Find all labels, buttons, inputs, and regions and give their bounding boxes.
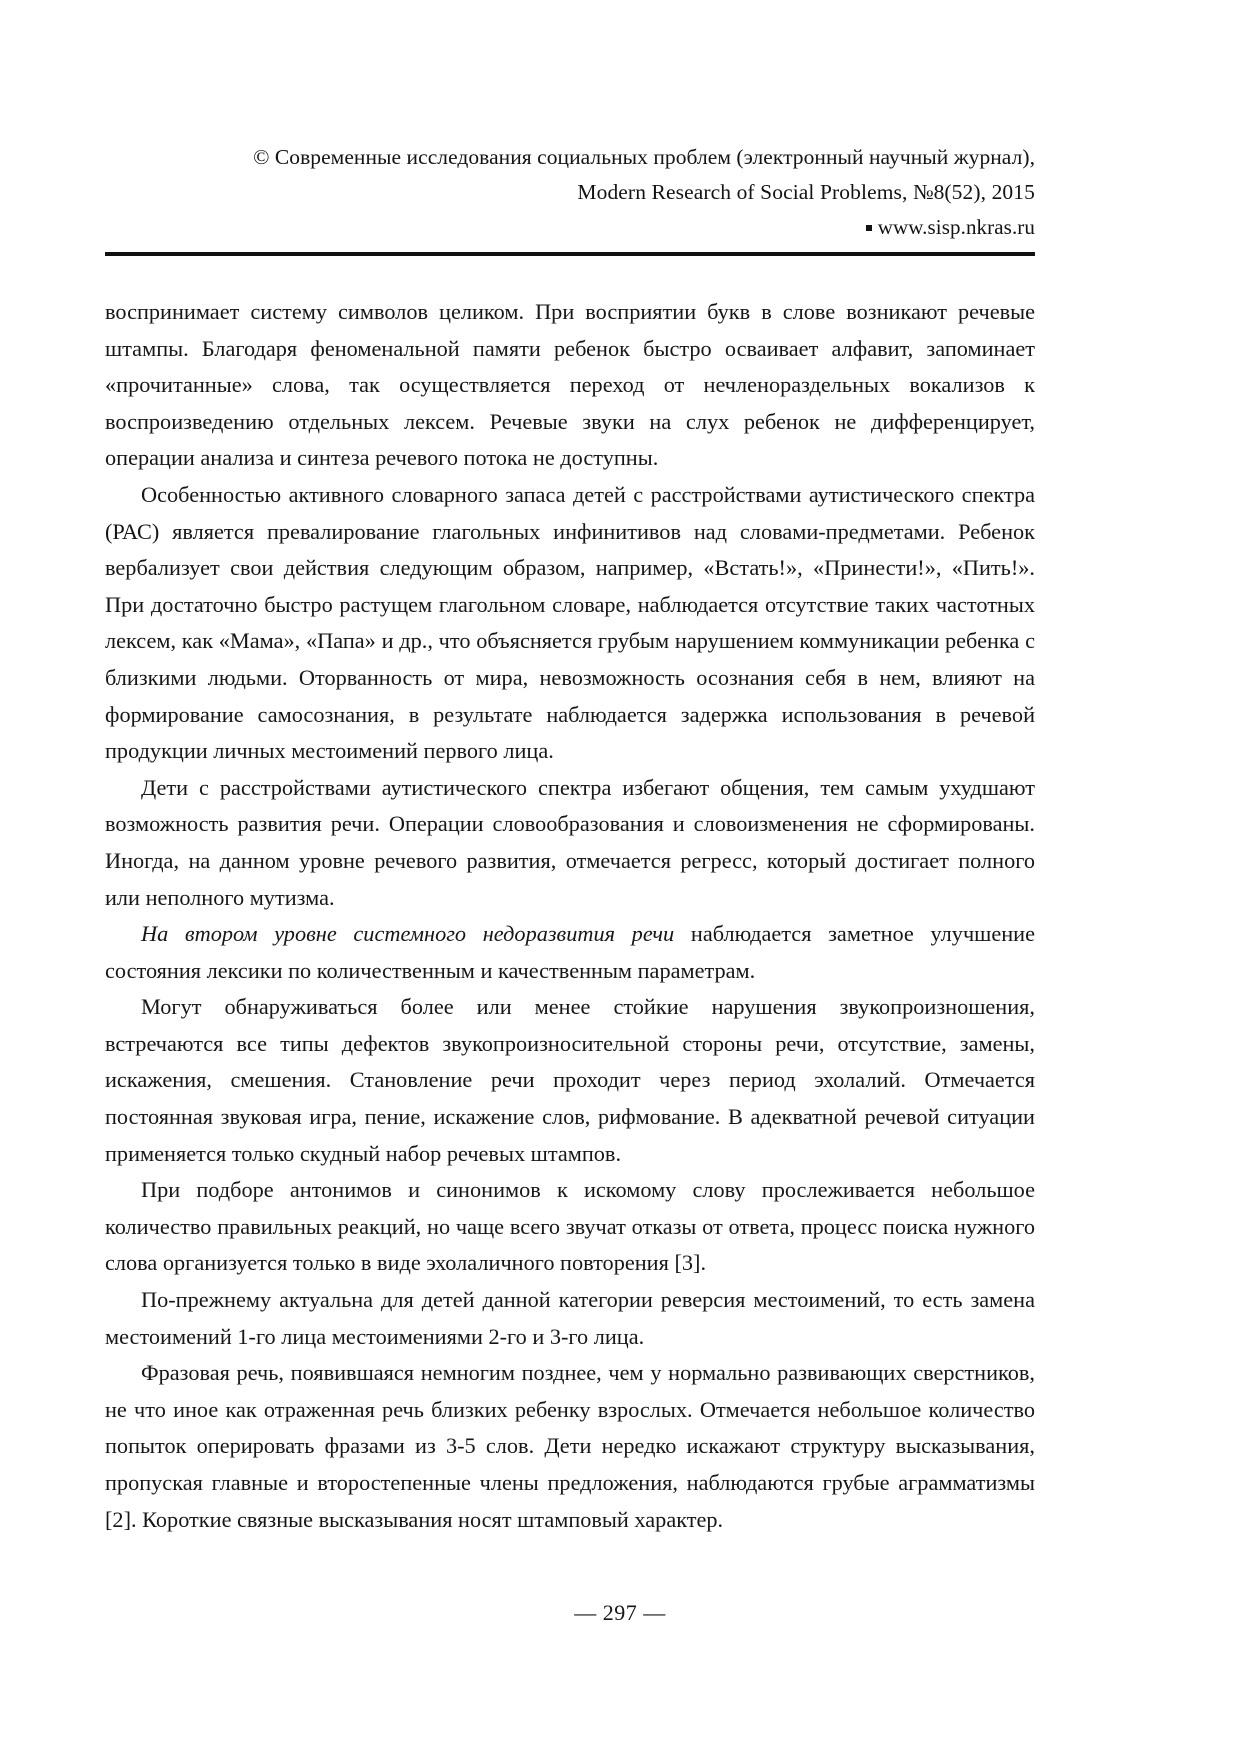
paragraph-2: Особенностью активного словарного запаса детей с расстройствами аутистического спектра (РАС) является превалирование глагольных инфинитивов над словами-предметами. Ребенок вербализует свои действия следующим образом, например, «Встать!», «Принести!», «Пить!». При достаточно быстро растущем глагольном словаре, наблюдается отсутствие таких частотных лексем, как «Мама», «Папа» и др., что объясняется грубым нарушением коммуникации ребенка с близкими людьми. Оторванность от мира, невозможность осознания себя в нем, влияют на формирование самосознания, в результате наблюдается задержка использования в речевой продукции личных местоимений первого лица. bbox=[105, 481, 1035, 764]
paragraph-8: Фразовая речь, появившаяся немногим позднее, чем у нормально развивающих сверстников, не что иное как отраженная речь близких ребенку взрослых. Отмечается небольшое количество попыток оперировать фразами из 3-5 слов. Дети нередко искажают структуру высказывания, пропуская главные и второстепенные члены предложения, наблюдаются грубые аграмматизмы [2]. Короткие связные высказывания носят штамповый характер. bbox=[105, 1360, 1035, 1532]
header-journal-title-ru: © Современные исследования социальных проблем (электронный научный журнал), bbox=[253, 145, 1035, 169]
header-divider-rule bbox=[105, 252, 1035, 256]
header-url: www.sisp.nkras.ru bbox=[877, 215, 1035, 239]
page-header bbox=[105, 140, 1035, 245]
header-url-line bbox=[105, 210, 1035, 245]
square-bullet-icon bbox=[866, 225, 872, 231]
header-journal-title-en: Modern Research of Social Problems, №8(52), 2015 bbox=[577, 180, 1035, 204]
paragraph-4-rest: наблюдается заметное улучшение состояния лексики по количественным и качественным параметрам. bbox=[105, 921, 1035, 983]
paragraph-7: По-прежнему актуальна для детей данной категории реверсия местоимений, то есть замена местоимений 1-го лица местоимениями 2-го и 3-го лица. bbox=[105, 1287, 1035, 1349]
paragraph-5: Могут обнаруживаться более или менее стойкие нарушения звукопроизношения, встречаются все типы дефектов звукопроизносительной стороны речи, отсутствие, замены, искажения, смешения. Становление речи проходит через период эхолалий. Отмечается постоянная звуковая игра, пение, искажение слов, рифмование. В адекватной речевой ситуации применяется только скудный набор речевых штампов. bbox=[105, 994, 1035, 1166]
article-body bbox=[105, 294, 1035, 1538]
paragraph-4 bbox=[105, 916, 1035, 989]
paragraph-1: воспринимает систему символов целиком. При восприятии букв в слове возникают речевые штампы. Благодаря феноменальной памяти ребенок быстро осваивает алфавит, запоминает «прочитанные» слова, так осуществляется переход от нечленораздельных вокализов к воспроизведению отдельных лексем. Речевые звуки на слух ребенок не дифференцирует, операции анализа и синтеза речевого потока не доступны. bbox=[105, 299, 1035, 471]
page-number: — 297 — bbox=[574, 1600, 666, 1625]
paragraph-6: При подборе антонимов и синонимов к искомому слову прослеживается небольшое количество правильных реакций, но чаще всего звучат отказы от ответа, процесс поиска нужного слова организуется только в виде эхолаличного повторения [3]. bbox=[105, 1177, 1035, 1276]
paragraph-3: Дети с расстройствами аутистического спектра избегают общения, тем самым ухудшают возможность развития речи. Операции словообразования и словоизменения не сформированы. Иногда, на данном уровне речевого развития, отмечается регресс, который достигает полного или неполного мутизма. bbox=[105, 774, 1035, 910]
paragraph-4-italic-lead: На втором уровне системного недоразвития речи bbox=[141, 921, 675, 947]
